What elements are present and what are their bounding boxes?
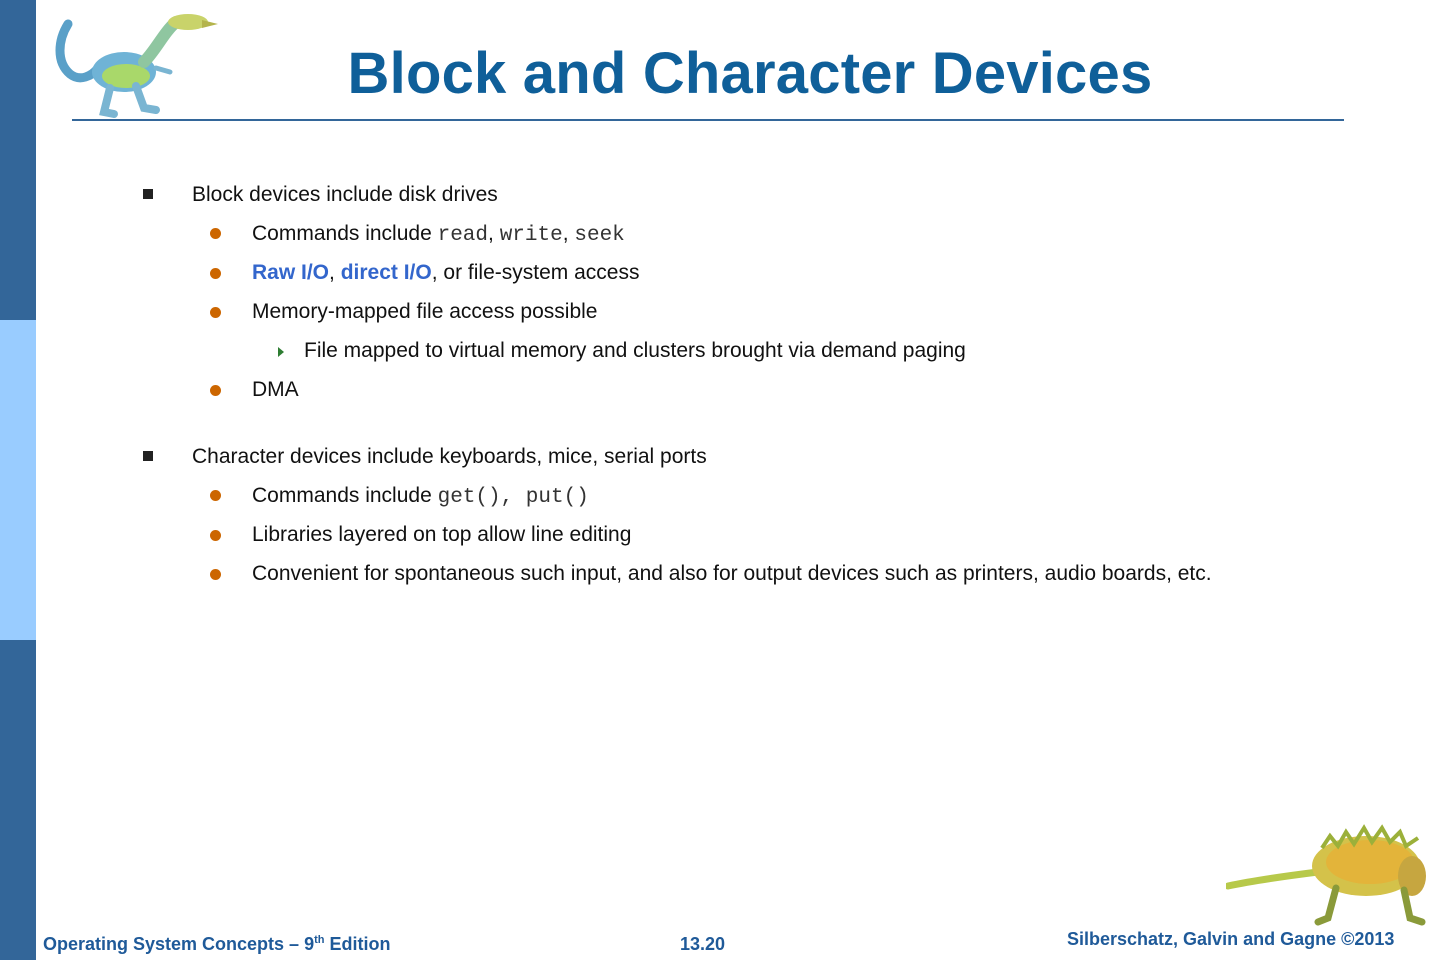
footer-copyright: Silberschatz, Galvin and Gagne ©2013 [1067,929,1395,949]
dot-bullet-icon [210,268,221,279]
dot-bullet-icon [210,385,221,396]
square-bullet-icon [143,189,153,199]
footer-edition-sup: th [314,934,325,946]
dot-bullet-icon [210,569,221,580]
bullet-file-mapped: File mapped to virtual memory and clusters brought via demand paging [304,339,966,362]
bullet-convenient: Convenient for spontaneous such input, and also for output devices such as printers, audio boards, etc. [252,562,1212,585]
bullet-memory-mapped: Memory-mapped file access possible [252,300,598,323]
dot-bullet-icon [210,228,221,239]
footer-page-number: 13.20 [680,934,726,954]
slide-title: Block and Character Devices [347,41,1153,106]
square-bullet-icon [143,451,153,461]
dot-bullet-icon [210,490,221,501]
separator: , [562,222,575,245]
dot-bullet-icon [210,530,221,541]
separator: , [488,222,500,245]
bullet-libraries: Libraries layered on top allow line editing [252,523,632,546]
dot-bullet-icon [210,307,221,318]
term-raw-io: Raw I/O [252,261,330,284]
term-direct-io: direct I/O [340,261,432,284]
bullet-raw-io [252,260,639,286]
command-read: read [437,224,489,247]
commands-prefix: Commands include [252,222,438,245]
bullet-dma: DMA [252,378,299,401]
command-write: write [499,224,563,247]
dinosaur-icon [1226,818,1432,930]
footer-book-title [43,934,390,955]
command-get-put: get(), put() [437,486,589,509]
command-seek: seek [574,224,625,247]
bullet-character-commands [252,483,589,511]
commands-prefix: Commands include [252,484,438,507]
footer-book-title-tail: Edition [324,934,391,954]
bullet-block-devices: Block devices include disk drives [192,183,498,206]
footer-book-title-main: Operating System Concepts – 9 [43,934,315,954]
separator: , [329,261,341,284]
bullet-character-devices: Character devices include keyboards, mice, serial ports [192,445,707,468]
raw-io-rest: , or file-system access [431,261,640,284]
arrow-bullet-icon [278,347,284,357]
bullet-block-commands [252,221,625,249]
